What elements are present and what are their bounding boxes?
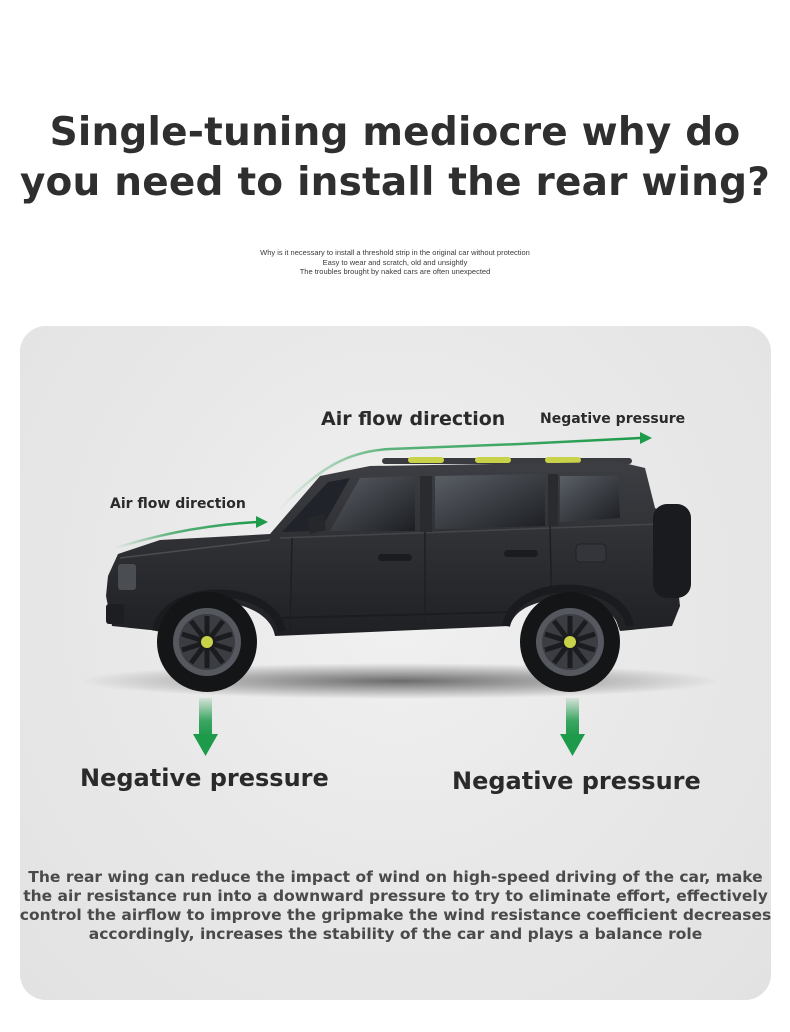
subtitle-block <box>0 248 790 277</box>
paragraph-line-4: accordingly, increases the stability of the car and plays a balance role <box>88 925 703 943</box>
down-arrow-rear <box>560 698 585 756</box>
rear-wheel <box>520 592 620 692</box>
negative-pressure-label-top: Negative pressure <box>540 411 686 427</box>
paragraph-line-1: The rear wing can reduce the impact of wind on high-speed driving of the car, make <box>28 868 763 886</box>
title-line-1: Single-tuning mediocre why do <box>49 110 741 155</box>
down-arrow-front <box>193 698 218 756</box>
page-title <box>0 108 790 208</box>
air-flow-label-left: Air flow direction <box>110 496 246 512</box>
air-flow-label-top: Air flow direction <box>321 408 506 430</box>
subtitle-line-2: Easy to wear and scratch, old and unsightly <box>322 257 468 267</box>
subtitle-line-1: Why is it necessary to install a threshold strip in the original car without protection <box>260 248 530 257</box>
negative-pressure-label-front: Negative pressure <box>80 764 329 792</box>
paragraph-line-2: the air resistance run into a downward pressure to try to eliminate effort, effectively <box>23 887 768 905</box>
aerodynamics-panel <box>20 326 771 1000</box>
front-wheel <box>157 592 257 692</box>
title-line-2: you need to install the rear wing? <box>19 160 771 205</box>
subtitle-line-3: The troubles brought by naked cars are often unexpected <box>299 267 491 276</box>
explanation-paragraph <box>20 868 771 944</box>
negative-pressure-label-rear: Negative pressure <box>452 767 701 795</box>
paragraph-line-3: control the airflow to improve the gripmake the wind resistance coefficient decreases <box>20 906 771 924</box>
